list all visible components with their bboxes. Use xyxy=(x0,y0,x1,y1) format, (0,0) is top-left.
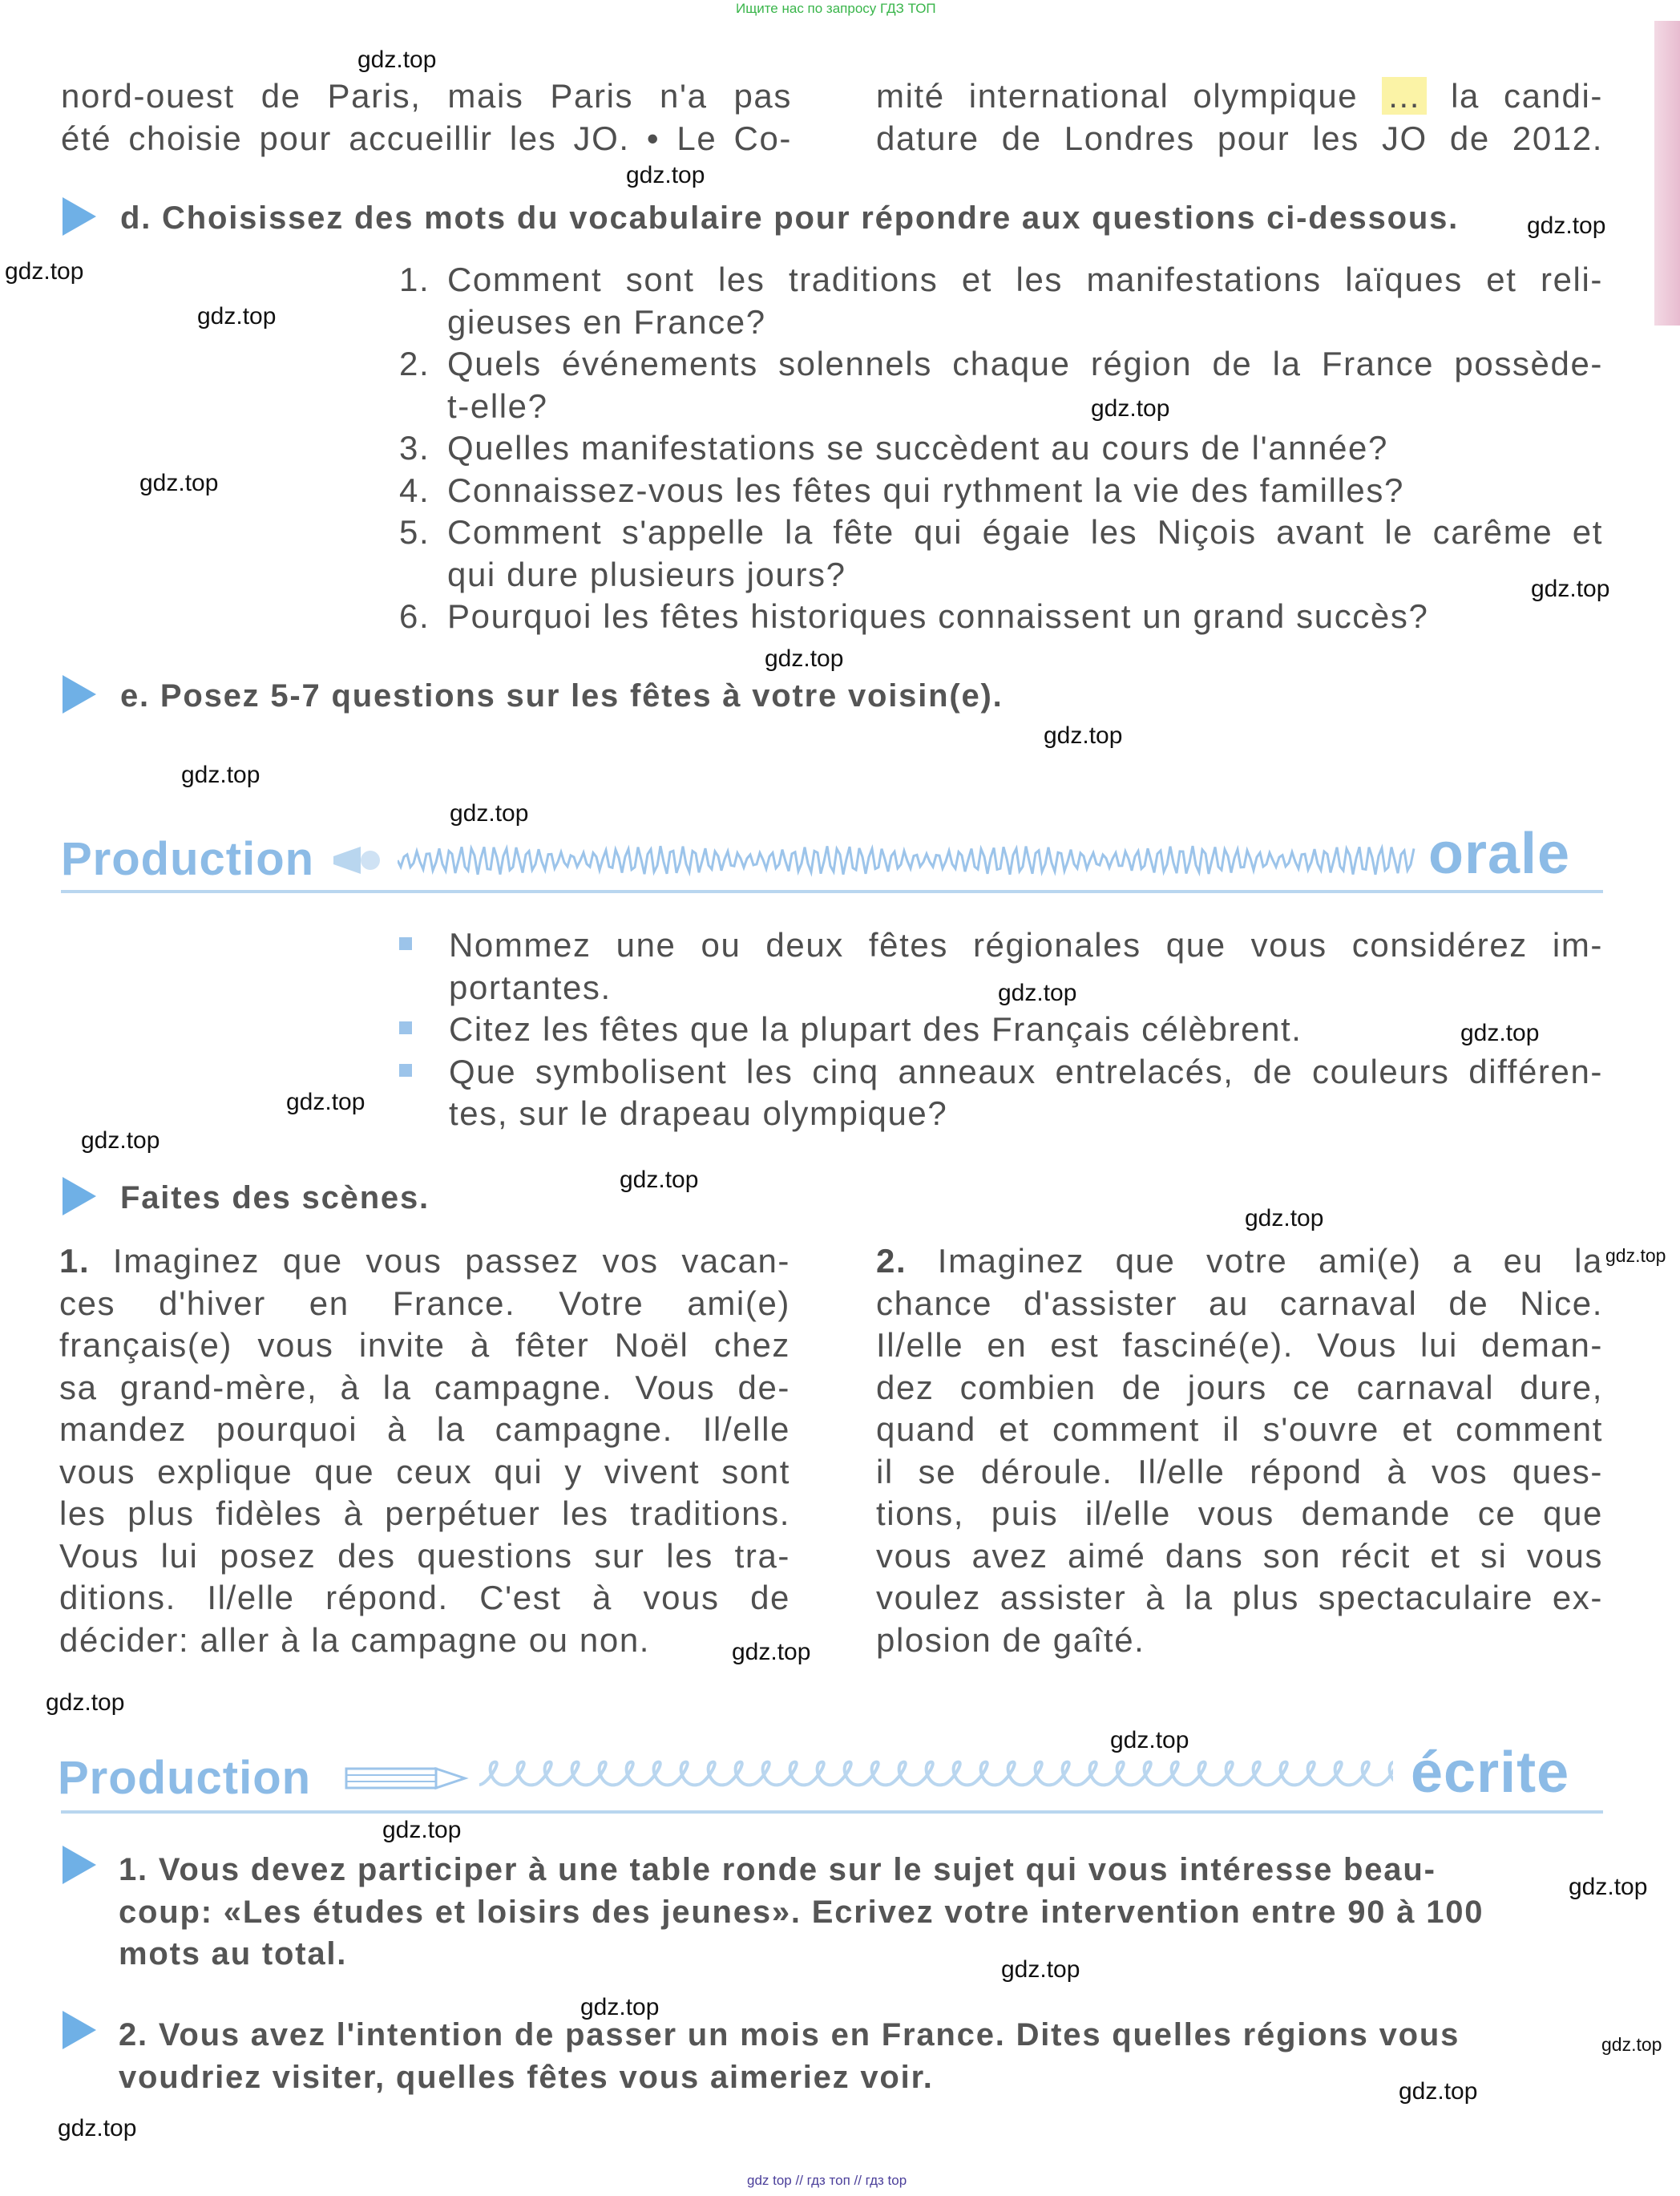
watermark: gdz.top xyxy=(286,1089,365,1115)
scene-line: français(e) vous invite à fêter Noël chez xyxy=(59,1326,790,1364)
scene-line: dez combien de jours ce carnaval dure, xyxy=(876,1368,1603,1406)
orale-line: Nommez une ou deux fêtes régionales que vous considérez im- xyxy=(449,926,1603,964)
watermark: gdz.top xyxy=(620,1167,699,1193)
watermark: gdz.top xyxy=(81,1127,160,1154)
watermark: gdz.top xyxy=(1527,212,1606,239)
orale-line: Citez les fêtes que la plupart des Français célèbrent. xyxy=(449,1010,1302,1048)
ecrite-task-1 xyxy=(119,1849,1484,1976)
question-item xyxy=(399,259,1603,343)
watermark: gdz.top xyxy=(5,258,84,285)
question-line xyxy=(399,427,1603,470)
watermark: gdz.top xyxy=(765,645,844,672)
question-line xyxy=(399,512,1603,554)
watermark: gdz.top xyxy=(58,2115,137,2141)
watermark: gdz.top xyxy=(626,162,705,188)
task-line: 1. Vous devez participer à une table ronde sur le sujet qui vous intéresse beau- xyxy=(119,1852,1436,1887)
question-list xyxy=(399,259,1603,638)
watermark: gdz.top xyxy=(732,1639,811,1665)
watermark: gdz.top xyxy=(1399,2078,1478,2105)
watermark: gdz.top xyxy=(1460,1020,1540,1046)
question-number: 6. xyxy=(399,597,430,635)
watermark: gdz.top xyxy=(580,1994,660,2020)
watermark: gdz.top xyxy=(450,800,529,827)
watermark: gdz.top xyxy=(1569,1874,1648,1900)
question-line: t-elle? xyxy=(447,386,548,425)
scene-line: voulez assister à la plus spectaculaire ex- xyxy=(876,1579,1603,1616)
question-line: qui dure plusieurs jours? xyxy=(447,555,846,593)
scene-line: décider: aller à la campagne ou non. xyxy=(59,1620,651,1659)
question-line xyxy=(399,596,1603,638)
section-rule xyxy=(61,1810,1603,1814)
orale-line: tes, sur le drapeau olympique? xyxy=(449,1094,948,1132)
watermark: gdz.top xyxy=(197,303,277,330)
watermark: gdz.top xyxy=(139,470,219,496)
question-item xyxy=(399,470,1603,512)
question-text: Comment s'appelle la fête qui égaie les Niçois avant le carême et xyxy=(447,513,1603,551)
scene-line: les plus fidèles à perpétuer les traditions. xyxy=(59,1494,790,1532)
scene-line: plosion de gaîté. xyxy=(876,1620,1145,1659)
watermark: gdz.top xyxy=(1245,1205,1324,1231)
scene-line: sa grand-mère, à la campagne. Vous de- xyxy=(59,1368,790,1406)
watermark: gdz.top xyxy=(1110,1727,1189,1753)
scene-line xyxy=(59,1240,790,1283)
ecrite-task-2 xyxy=(119,2014,1460,2098)
orale-line: portantes. xyxy=(449,968,612,1006)
scene-line xyxy=(876,1240,1603,1283)
scene-line: tions, puis il/elle vous demande ce que xyxy=(876,1494,1603,1532)
play-arrow-icon xyxy=(63,675,96,714)
watermark: gdz.top xyxy=(1091,395,1170,422)
square-bullet-icon xyxy=(399,937,412,950)
intro-text: mité international olympique xyxy=(876,77,1359,115)
watermark: gdz.top xyxy=(46,1689,125,1716)
question-number: 4. xyxy=(399,471,430,509)
scene-line: Vous lui posez des questions sur les tra- xyxy=(59,1536,790,1575)
pencil-icon xyxy=(343,1761,471,1796)
watermark: gdz.top xyxy=(382,1817,462,1843)
question-line: gieuses en France? xyxy=(447,302,766,341)
question-item xyxy=(399,343,1603,427)
question-number: 3. xyxy=(399,429,430,467)
watermark: gdz.top xyxy=(998,980,1077,1006)
play-arrow-icon xyxy=(63,1177,96,1215)
section-d-title: d. Choisissez des mots du vocabulaire pour répondre aux questions ci-dessous. xyxy=(120,200,1460,236)
intro-left-line: nord-ouest de Paris, mais Paris n'a pas xyxy=(61,77,792,115)
question-item xyxy=(399,512,1603,596)
question-text: Quels événements solennels chaque région de la France possède- xyxy=(447,345,1603,382)
scene-line: mandez pourquoi à la campagne. Il/elle xyxy=(59,1410,790,1448)
task-line: 2. Vous avez l'intention de passer un mois en France. Dites quelles régions vous xyxy=(119,2017,1460,2052)
scene-text: Imaginez que votre ami(e) a eu la xyxy=(937,1242,1603,1280)
handwriting-decoration xyxy=(479,1753,1393,1801)
blank-highlight: ... xyxy=(1382,77,1427,115)
intro-right-column xyxy=(876,75,1603,160)
scene-text: Imaginez que vous passez vos vacan- xyxy=(112,1242,790,1280)
scene-line: chance d'assister au carnaval de Nice. xyxy=(876,1284,1603,1322)
question-number: 1. xyxy=(399,261,430,298)
watermark: gdz.top xyxy=(1001,1956,1080,1983)
section-e-title: e. Posez 5-7 questions sur les fêtes à votre voisin(e). xyxy=(120,678,1004,714)
question-number: 5. xyxy=(399,513,430,551)
square-bullet-icon xyxy=(399,1064,412,1077)
section-rule xyxy=(61,890,1603,893)
scene-2 xyxy=(876,1240,1603,1661)
play-arrow-icon xyxy=(63,2011,96,2049)
scene-line: il se déroule. Il/elle répond à vos ques- xyxy=(876,1452,1603,1490)
bottom-note: gdz top // гдз топ // гдз top xyxy=(747,2173,907,2188)
question-text: Quelles manifestations se succèdent au cours de l'année? xyxy=(447,429,1388,467)
scene-number: 1. xyxy=(59,1242,91,1280)
question-item xyxy=(399,427,1603,470)
square-bullet-icon xyxy=(399,1021,412,1034)
watermark: gdz.top xyxy=(357,47,437,73)
intro-left-column xyxy=(61,75,792,160)
watermark: gdz.top xyxy=(1044,722,1123,749)
scene-line: quand et comment il s'ouvre et comment xyxy=(876,1410,1603,1448)
question-number: 2. xyxy=(399,345,430,382)
scene-line: vous avez aimé dans son récit et si vous xyxy=(876,1536,1603,1575)
watermark: gdz.top xyxy=(1531,576,1610,602)
scene-line: ces d'hiver en France. Votre ami(e) xyxy=(59,1284,790,1322)
task-line: mots au total. xyxy=(119,1936,348,1972)
scenes-title: Faites des scènes. xyxy=(120,1180,430,1215)
scene-1 xyxy=(59,1240,790,1661)
intro-right-line xyxy=(876,75,1603,118)
question-line xyxy=(399,343,1603,386)
question-text: Pourquoi les fêtes historiques connaissent un grand succès? xyxy=(447,597,1429,635)
page-edge-decoration xyxy=(1654,21,1680,326)
task-line: voudriez visiter, quelles fêtes vous aimeriez voir. xyxy=(119,2059,934,2095)
production-ecrite-word2: écrite xyxy=(1411,1741,1570,1805)
intro-right-line: dature de Londres pour les JO de 2012. xyxy=(876,119,1603,157)
production-orale-word2: orale xyxy=(1428,822,1571,886)
question-line xyxy=(399,470,1603,512)
watermark: gdz.top xyxy=(181,762,260,788)
scene-number: 2. xyxy=(876,1242,907,1280)
watermark: gdz.top xyxy=(1605,1245,1666,1266)
scene-line: vous explique que ceux qui y vivent sont xyxy=(59,1452,790,1490)
watermark: gdz.top xyxy=(1601,2034,1662,2055)
sound-wave-decoration xyxy=(398,840,1415,880)
scene-line: ditions. Il/elle répond. C'est à vous de xyxy=(59,1579,790,1616)
scene-line: Il/elle en est fasciné(e). Vous lui deman- xyxy=(876,1326,1603,1364)
task-line: coup: «Les études et loisirs des jeunes». Ecrivez votre intervention entre 90 à 100 xyxy=(119,1894,1484,1930)
orale-list xyxy=(399,924,1603,1135)
question-text: Connaissez-vous les fêtes qui rythment la vie des familles? xyxy=(447,471,1404,509)
question-item xyxy=(399,596,1603,638)
question-text: Comment sont les traditions et les manifestations laïques et reli- xyxy=(447,261,1603,298)
megaphone-icon xyxy=(329,842,386,879)
play-arrow-icon xyxy=(63,1846,96,1884)
production-orale-label: Production xyxy=(61,833,315,885)
intro-left-line: été choisie pour accueillir les JO. • Le Co- xyxy=(61,119,792,157)
orale-line: Que symbolisent les cinq anneaux entrelacés, de couleurs différen- xyxy=(449,1052,1603,1090)
intro-text: la candi- xyxy=(1451,77,1603,115)
question-line xyxy=(399,259,1603,301)
production-ecrite-label: Production xyxy=(58,1752,312,1804)
orale-item xyxy=(399,1051,1603,1135)
orale-item xyxy=(399,1009,1603,1051)
top-note: Ищите нас по запросу ГДЗ ТОП xyxy=(736,1,936,16)
play-arrow-icon xyxy=(63,197,96,236)
